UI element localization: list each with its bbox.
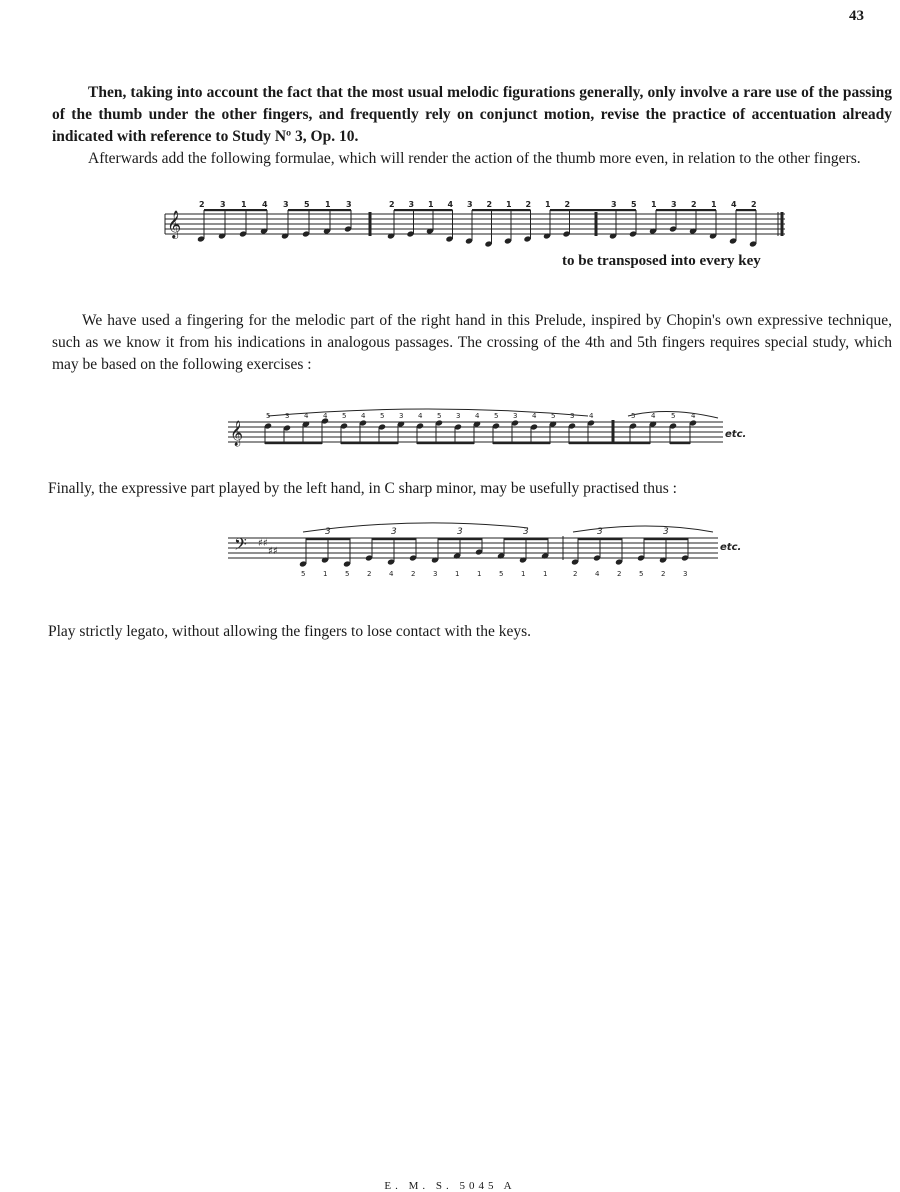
note-beam <box>550 209 636 211</box>
triplet-mark: 3 <box>457 527 463 537</box>
fingering-number: 5 <box>499 570 504 578</box>
triplet-mark: 3 <box>597 527 603 537</box>
fingering-number: 5 <box>345 570 350 578</box>
fingering-number: 3 <box>220 200 226 209</box>
etc-mark: etc. <box>725 429 747 440</box>
music-example-3 <box>228 516 758 586</box>
fingering-number: 4 <box>304 412 309 420</box>
music-example-1 <box>165 198 785 258</box>
fingering-number: 3 <box>611 200 617 209</box>
page-number: 43 <box>849 8 864 24</box>
triplet-mark: 3 <box>523 527 529 537</box>
fingering-number: 5 <box>551 412 556 420</box>
fingering-number: 5 <box>380 412 385 420</box>
fingering-number: 5 <box>494 412 499 420</box>
note-beam <box>394 209 453 211</box>
fingering-number: 4 <box>651 412 656 420</box>
fingering-number: 1 <box>651 200 657 209</box>
fingering-number: 2 <box>411 570 416 578</box>
fingering-number: 4 <box>447 200 454 209</box>
fingering-number: 5 <box>631 412 636 420</box>
fingering-number: 3 <box>283 200 289 209</box>
music-example-2 <box>228 400 758 460</box>
fingering-number: 1 <box>477 570 482 578</box>
svg-text:♯♯: ♯♯ <box>258 538 268 549</box>
fingering-number: 4 <box>595 570 600 578</box>
fingering-number: 4 <box>389 570 394 578</box>
note-beam <box>265 442 322 444</box>
fingering-number: 1 <box>323 570 328 578</box>
note-beam <box>204 209 267 211</box>
fingering-number: 1 <box>711 200 717 209</box>
fingering-number: 3 <box>467 200 473 209</box>
note-beam <box>288 209 351 211</box>
fingering-number: 3 <box>408 200 415 209</box>
fingering-number: 1 <box>521 570 526 578</box>
triplet-mark: 3 <box>325 527 331 537</box>
fingering-number: 4 <box>361 412 366 420</box>
fingering-number: 4 <box>589 412 594 420</box>
fingering-number: 2 <box>486 200 493 209</box>
fingering-number: 1 <box>241 200 247 209</box>
fingering-number: 3 <box>570 412 575 420</box>
etc-mark: etc. <box>720 542 742 553</box>
paragraph-formulae: Afterwards add the following formulae, which will render the action of the thumb more even, in relation to the other fingers. <box>88 150 861 167</box>
triplet-mark: 3 <box>391 527 397 537</box>
note-beam <box>569 442 650 444</box>
fingering-number: 2 <box>661 570 666 578</box>
fingering-number: 4 <box>691 412 696 420</box>
fingering-number: 1 <box>428 200 434 209</box>
note-beam <box>472 209 531 211</box>
note-beam <box>670 442 690 444</box>
transpose-caption: to be transposed into every key <box>562 253 761 269</box>
fingering-number: 5 <box>266 412 271 420</box>
fingering-number: 4 <box>731 200 737 209</box>
svg-text:♯♯: ♯♯ <box>268 546 278 557</box>
fingering-number: 4 <box>532 412 537 420</box>
svg-text:𝄞: 𝄞 <box>167 210 182 238</box>
fingering-number: 4 <box>475 412 480 420</box>
fingering-number: 2 <box>199 200 205 209</box>
fingering-number: 5 <box>631 200 637 209</box>
fingering-number: 5 <box>301 570 306 578</box>
fingering-number: 5 <box>304 200 310 209</box>
svg-text:𝄢: 𝄢 <box>234 534 247 558</box>
fingering-number: 2 <box>617 570 622 578</box>
fingering-number: 4 <box>262 200 268 209</box>
fingering-number: 3 <box>285 412 290 420</box>
fingering-number: 3 <box>513 412 518 420</box>
fingering-number: 1 <box>325 200 331 209</box>
fingering-number: 5 <box>342 412 347 420</box>
fingering-number: 4 <box>323 412 328 420</box>
paragraph-left-hand: Finally, the expressive part played by the left hand, in C sharp minor, may be usefully practised thus : <box>48 480 677 497</box>
fingering-number: 1 <box>543 570 548 578</box>
paragraph-fingering: We have used a fingering for the melodic part of the right hand in this Prelude, inspired by Chopin's own expressive technique, such as we know it from his indications in analogous passages. The crossing of the 4th and 5th fingers requires special study, which may be based on the following exercises : <box>52 312 892 373</box>
paragraph-accentuation: Then, taking into account the fact that the most usual melodic figurations generally, only involve a rare use of the passing of the thumb under the other fingers, and frequently rely on conjunct motion, revise the practice of accentuation already indicated with reference to Study Nº 3, Op. 10. <box>52 84 892 145</box>
fingering-number: 2 <box>389 200 395 209</box>
fingering-number: 3 <box>456 412 461 420</box>
note-beam <box>417 442 474 444</box>
fingering-number: 4 <box>418 412 423 420</box>
fingering-number: 2 <box>367 570 372 578</box>
fingering-number: 5 <box>437 412 442 420</box>
note-beam <box>656 209 716 211</box>
catalogue-footer: E. M. S. 5045 A <box>384 1180 516 1192</box>
fingering-number: 3 <box>671 200 677 209</box>
fingering-number: 3 <box>683 570 688 578</box>
triplet-mark: 3 <box>663 527 669 537</box>
fingering-number: 3 <box>433 570 438 578</box>
fingering-number: 3 <box>346 200 352 209</box>
note-beam <box>341 442 398 444</box>
fingering-number: 2 <box>751 200 757 209</box>
fingering-number: 1 <box>455 570 460 578</box>
paragraph-legato: Play strictly legato, without allowing the fingers to lose contact with the keys. <box>48 623 531 640</box>
fingering-number: 5 <box>671 412 676 420</box>
fingering-number: 2 <box>573 570 578 578</box>
fingering-number: 2 <box>691 200 697 209</box>
note-beam <box>493 442 550 444</box>
fingering-number: 2 <box>525 200 532 209</box>
fingering-number: 1 <box>545 200 551 209</box>
fingering-number: 5 <box>639 570 644 578</box>
fingering-number: 2 <box>564 200 571 209</box>
note-beam <box>736 209 756 211</box>
svg-text:𝄞: 𝄞 <box>230 421 244 446</box>
fingering-number: 1 <box>506 200 512 209</box>
fingering-number: 3 <box>399 412 404 420</box>
